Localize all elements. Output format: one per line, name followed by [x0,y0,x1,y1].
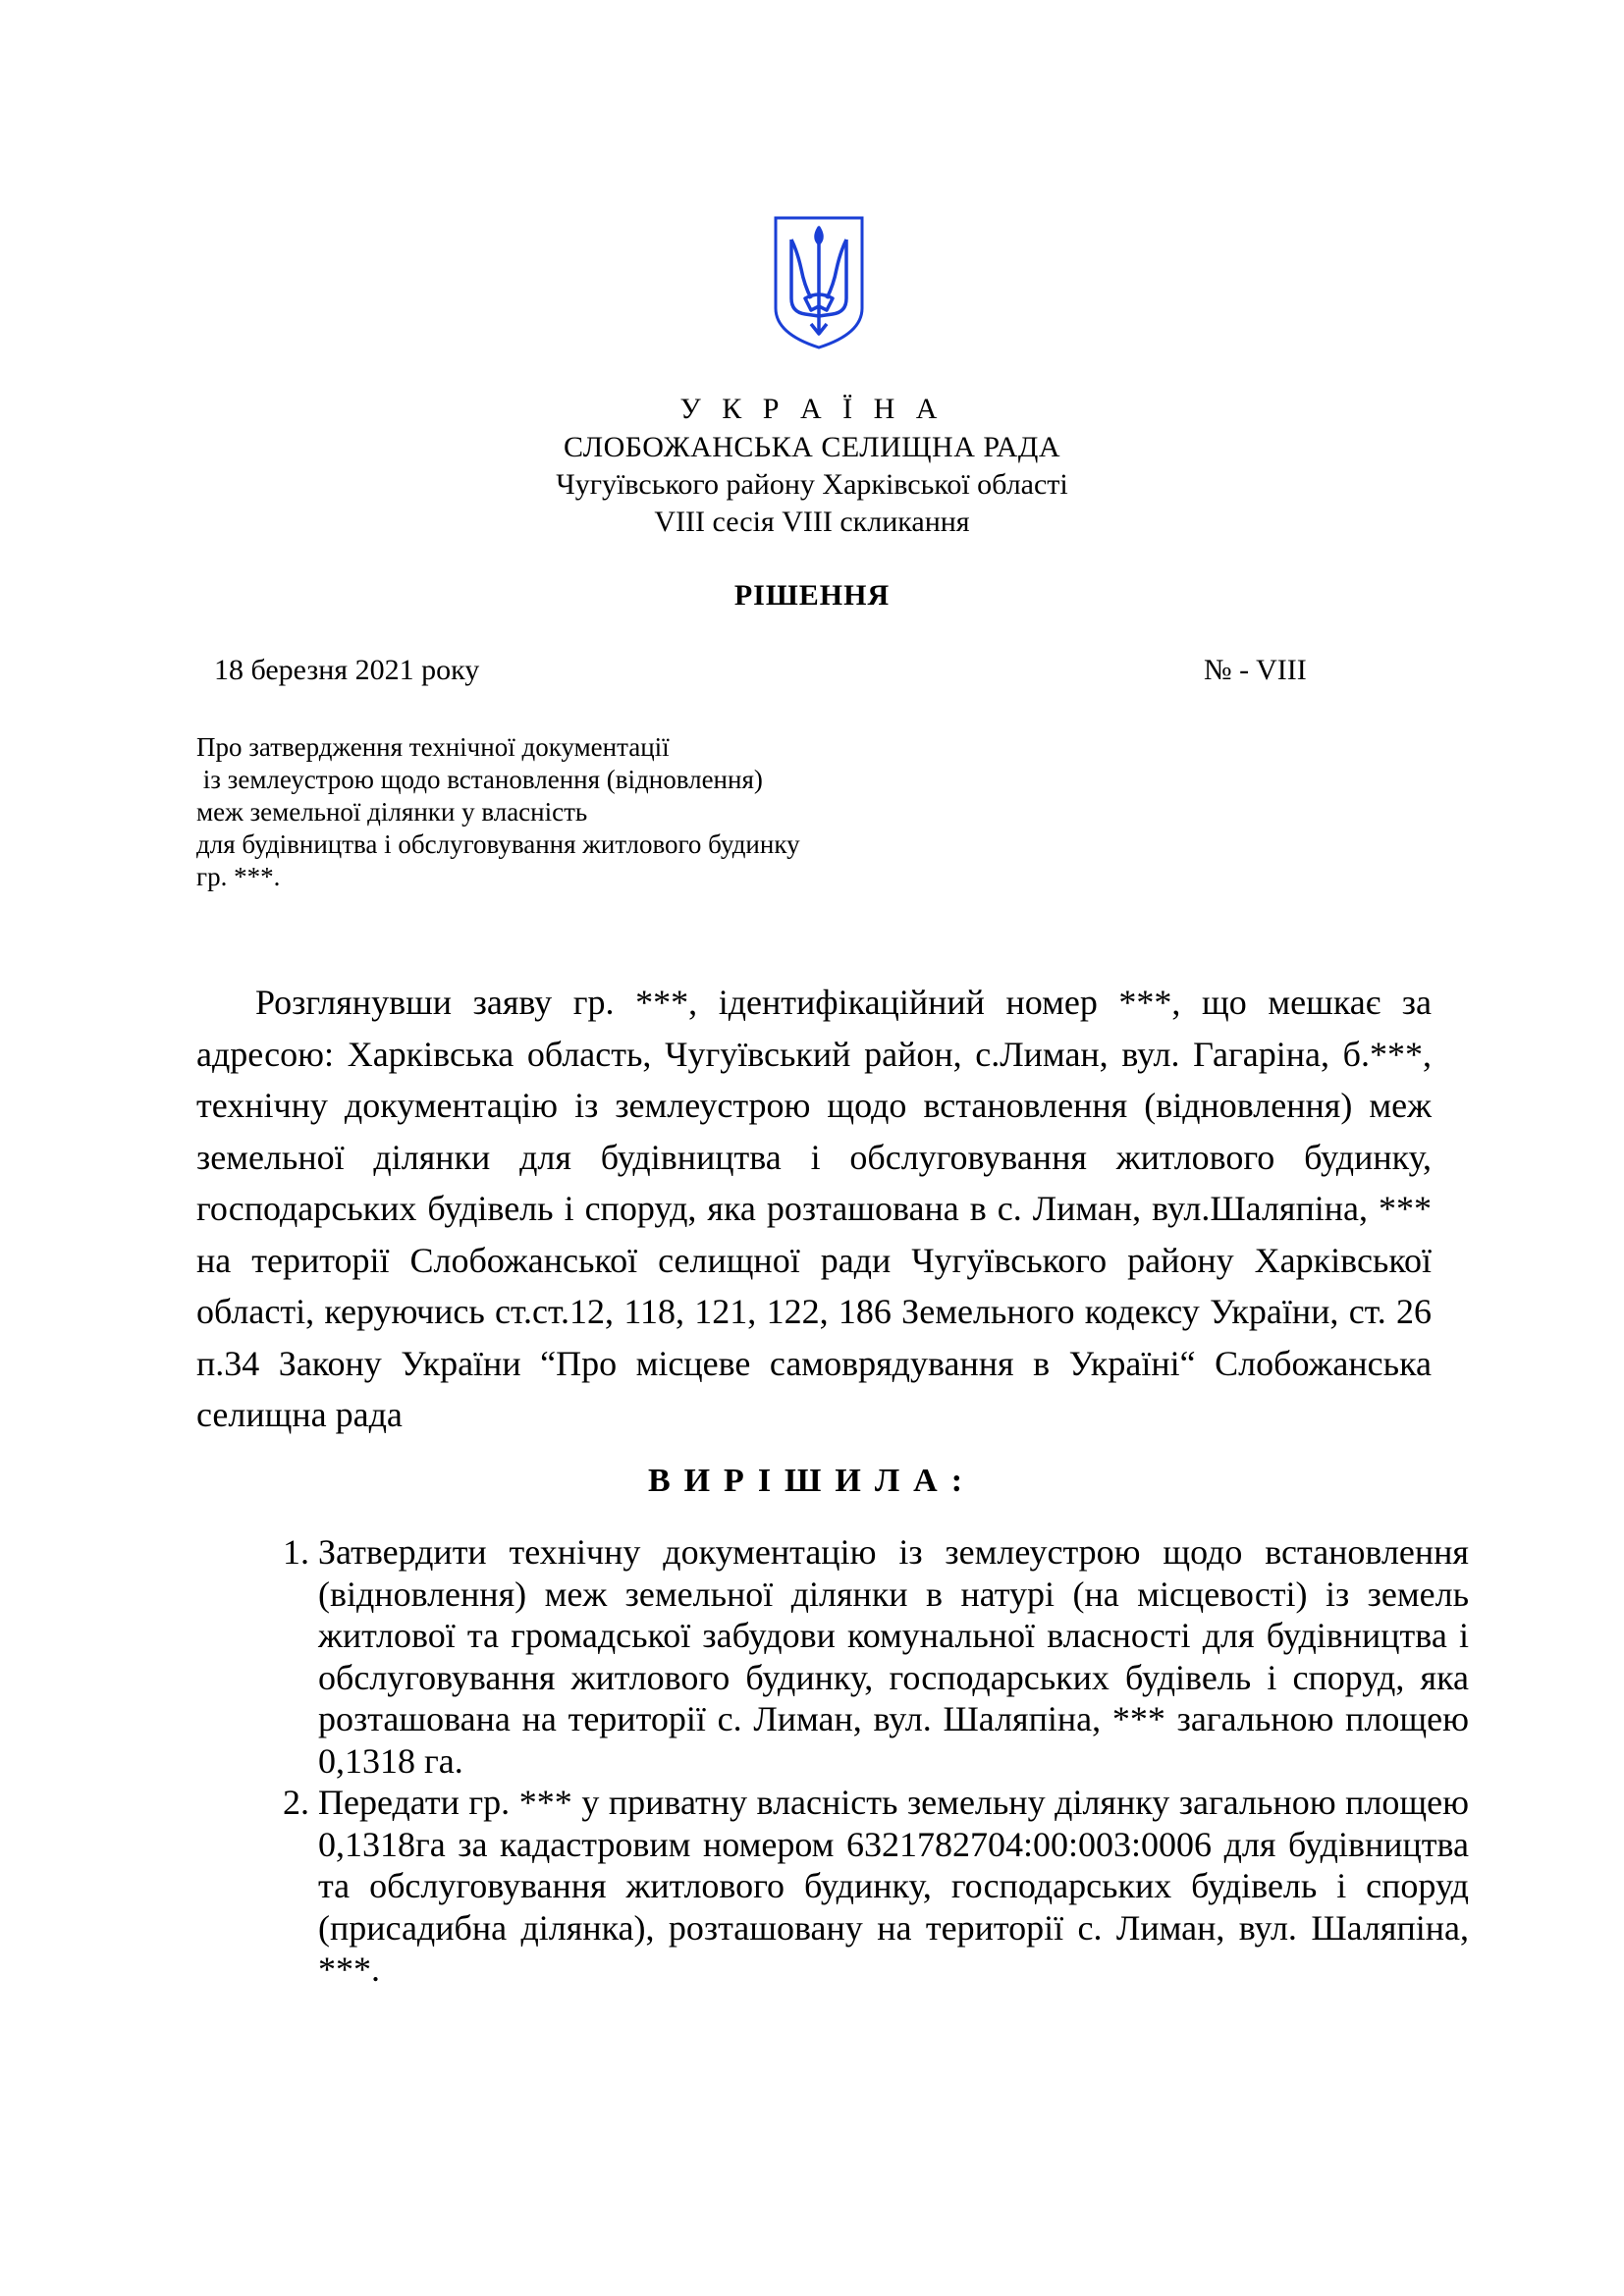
council-name: СЛОБОЖАНСЬКА СЕЛИЩНА РАДА [563,431,1061,463]
decision-number: № - VIII [1204,654,1307,686]
district-name: Чугуївського району Харківської області [556,468,1068,501]
country-name: У К Р А Ї Н А [679,393,945,425]
preamble-paragraph: Розглянувши заяву гр. ***, ідентифікаційний номер ***, що мешкає за адресою: Харківська область, Чугуївський район, с.Лиман, вул. Гагаріна, б.***, технічну документацію із землеустрою щодо встановлення (відновлення) меж земельної ділянки для будівництва і обслуговування житлового будинку, господарських будівель і споруд, яка розташована в с. Лиман, вул.Шаляпіна, *** на території Слобожанської селищної ради Чугуївського району Харківської області, керуючись ст.ст.12, 118, 121, 122, 186 Земельного кодексу України, ст. 26 п.34 Закону України “Про місцеве самоврядування в Україні“ Слобожанська селищна рада [196,983,1432,1434]
subject-line: Про затвердження технічної документації [196,732,670,762]
decision-item: 2. Передати гр. *** у приватну власність земельну ділянку загальною площею 0,1318га за кадастровим номером 6321782704:00:003:0006 для будівництва та обслуговування житлового будинку, господарських будівель і споруд (присадибна ділянка), розташовану на території с. Лиман, вул. Шаляпіна, ***. [318,1782,1469,1991]
subject-line: для будівництва і обслуговування житлового будинку [196,829,800,859]
subject-line: гр. ***. [196,862,281,891]
decisions-list [265,1531,1469,1991]
coat-of-arms-icon [772,214,866,351]
subject-line: меж земельної ділянки у власність [196,797,588,827]
resolved-heading: ВИРІШИЛА: [647,1463,977,1499]
decision-subject [196,731,943,893]
decision-item: 1. Затвердити технічну документацію із землеустрою щодо встановлення (відновлення) меж земельної ділянки в натурі (на місцевості) із земель житлової та громадської забудови комунальної власності для будівництва і обслуговування житлового будинку, господарських будівель і споруд, яка розташована на території с. Лиман, вул. Шаляпіна, *** загальною площею 0,1318 га. [318,1531,1469,1782]
decision-date: 18 березня 2021 року [214,654,480,686]
session-info: VIII сесія VIII скликання [654,506,970,538]
subject-line: із землеустрою щодо встановлення (відновлення) [196,765,763,794]
decision-title: РІШЕННЯ [733,579,891,612]
